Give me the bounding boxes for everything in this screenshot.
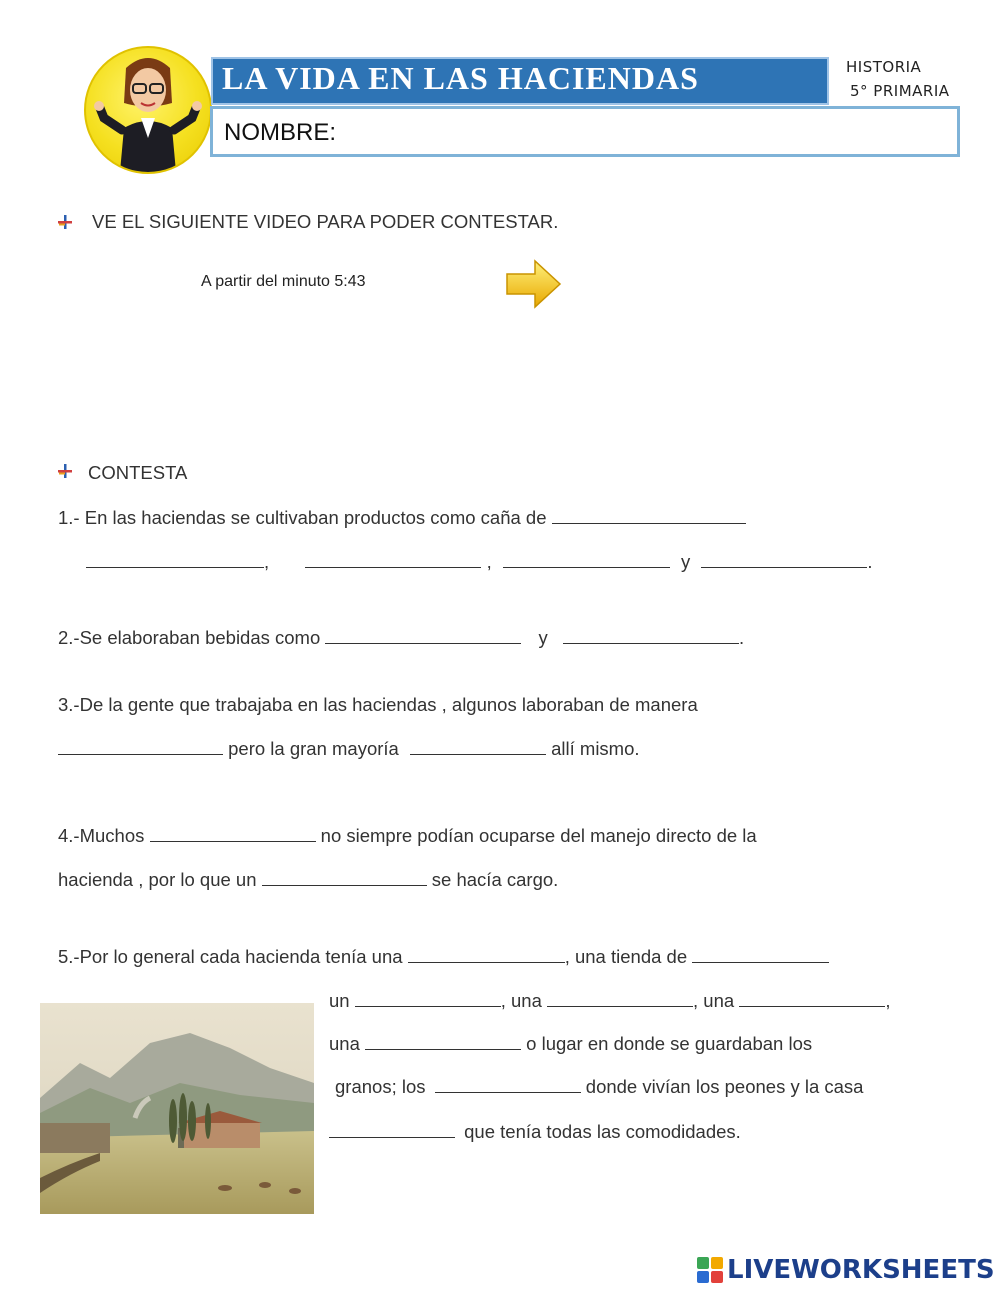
video-start-note: A partir del minuto 5:43 bbox=[201, 273, 366, 290]
landscape-image bbox=[40, 1003, 314, 1214]
q1-blank-2[interactable] bbox=[86, 553, 264, 568]
arrow-right-icon[interactable] bbox=[505, 258, 563, 310]
q5-text-f: que tenía todas las comodidades. bbox=[464, 1121, 741, 1142]
q3-text-b: pero la gran mayoría bbox=[228, 738, 399, 759]
q5-un: un bbox=[329, 990, 350, 1011]
q5-una: , una bbox=[500, 990, 542, 1011]
q1-blank-3[interactable] bbox=[305, 553, 481, 568]
q4-blank-1[interactable] bbox=[150, 827, 316, 842]
worksheet-title: LA VIDA EN LAS HACIENDAS bbox=[222, 60, 699, 96]
liveworksheets-logo bbox=[697, 1255, 995, 1285]
q5-text-d: granos; los bbox=[335, 1076, 426, 1097]
hacienda-painting bbox=[40, 1003, 314, 1214]
question-5-line-3 bbox=[329, 1033, 812, 1055]
q1-blank-1[interactable] bbox=[552, 509, 746, 524]
q5-text-a: 5.-Por lo general cada hacienda tenía una bbox=[58, 946, 403, 967]
liveworksheets-brand: LIVEWORKSHEETS bbox=[727, 1255, 995, 1285]
q1-and: y bbox=[680, 551, 691, 572]
q1-text: 1.- En las haciendas se cultivaban productos como caña de bbox=[58, 507, 547, 528]
question-1 bbox=[58, 507, 746, 529]
q2-period: . bbox=[738, 627, 745, 648]
teacher-illustration bbox=[86, 48, 210, 172]
q3-text-c: allí mismo. bbox=[551, 738, 640, 759]
q5-text-b: , una tienda de bbox=[564, 946, 688, 967]
q5-una: , una bbox=[693, 990, 735, 1011]
question-5-line-5 bbox=[329, 1121, 741, 1143]
q4-text-d: se hacía cargo. bbox=[431, 869, 559, 890]
q4-blank-2[interactable] bbox=[262, 871, 427, 886]
q5-text-e: donde vivían los peones y la casa bbox=[585, 1076, 864, 1097]
question-4-line-2 bbox=[58, 869, 558, 891]
q5-blank-6[interactable] bbox=[365, 1035, 521, 1050]
q4-text-b: no siempre podían ocuparse del manejo directo de la bbox=[320, 825, 757, 846]
q5-comma: , bbox=[885, 990, 891, 1011]
contesta-heading: CONTESTA bbox=[88, 462, 188, 483]
teacher-avatar bbox=[84, 46, 212, 174]
grade-label: 5° PRIMARIA bbox=[850, 82, 950, 100]
q2-and: y bbox=[538, 627, 548, 648]
question-5-line-2 bbox=[329, 990, 890, 1012]
q5-blank-4[interactable] bbox=[547, 992, 693, 1007]
q3-blank-2[interactable] bbox=[410, 740, 546, 755]
q1-blank-4[interactable] bbox=[503, 553, 670, 568]
q2-blank-2[interactable] bbox=[563, 629, 739, 644]
q4-text-a: 4.-Muchos bbox=[58, 825, 145, 846]
q1-comma: , bbox=[486, 551, 492, 572]
question-1-line-2 bbox=[86, 551, 873, 573]
q5-blank-2[interactable] bbox=[692, 948, 829, 963]
q5-blank-7[interactable] bbox=[435, 1078, 581, 1093]
bullet-icon bbox=[57, 463, 73, 479]
q1-comma: , bbox=[264, 551, 270, 572]
q2-text: 2.-Se elaboraban bebidas como bbox=[58, 627, 321, 648]
video-instruction: VE EL SIGUIENTE VIDEO PARA PODER CONTESTAR. bbox=[92, 211, 559, 232]
q4-text-c: hacienda , por lo que un bbox=[58, 869, 257, 890]
question-3-line-2 bbox=[58, 738, 640, 760]
q3-blank-1[interactable] bbox=[58, 740, 223, 755]
question-3: 3.-De la gente que trabajaba en las haciendas , algunos laboraban de manera bbox=[58, 694, 698, 715]
q1-period: . bbox=[867, 551, 873, 572]
question-2 bbox=[58, 627, 744, 649]
bullet-icon bbox=[57, 214, 73, 230]
q5-blank-5[interactable] bbox=[739, 992, 885, 1007]
subject-label: HISTORIA bbox=[846, 58, 922, 76]
question-5-line-4 bbox=[335, 1076, 863, 1098]
q5-text-c: o lugar en donde se guardaban los bbox=[526, 1033, 813, 1054]
q2-blank-1[interactable] bbox=[325, 629, 521, 644]
q5-blank-1[interactable] bbox=[408, 948, 565, 963]
q5-blank-8[interactable] bbox=[329, 1123, 455, 1138]
q1-blank-5[interactable] bbox=[701, 553, 867, 568]
liveworksheets-icon bbox=[697, 1257, 723, 1283]
q5-una: una bbox=[329, 1033, 360, 1054]
question-5 bbox=[58, 946, 829, 968]
name-label: NOMBRE: bbox=[224, 119, 337, 146]
q5-blank-3[interactable] bbox=[355, 992, 501, 1007]
question-4 bbox=[58, 825, 757, 847]
